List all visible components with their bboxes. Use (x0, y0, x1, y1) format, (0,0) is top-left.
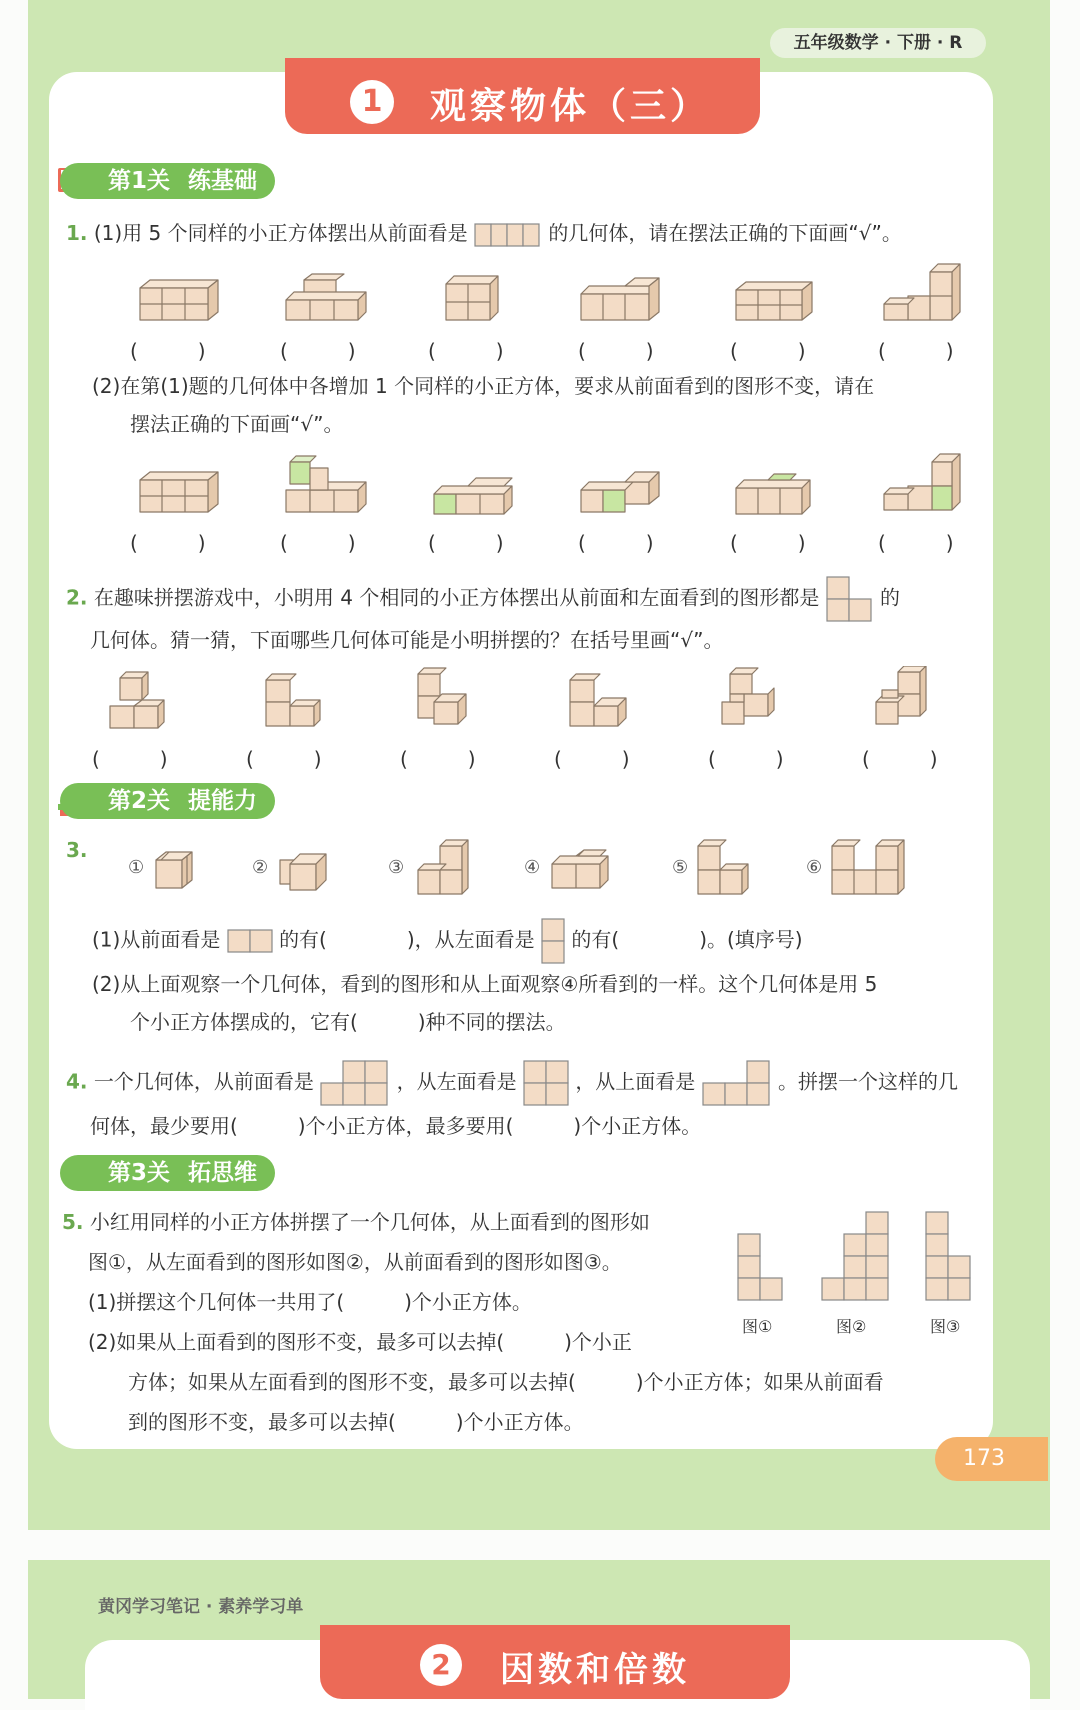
next-unit-number: 2 (420, 1644, 462, 1686)
q2-shape-2 (260, 672, 324, 732)
q2-line1-end: 的 (880, 585, 901, 610)
q3-part2-line2: 个小正方体摆成的，它有( )种不同的摆法。 (130, 1010, 566, 1034)
q3-shape-6 (828, 836, 912, 898)
q4-front-shape (320, 1060, 390, 1106)
page-number: 173 (935, 1437, 1048, 1481)
answer-blank[interactable]: ( ) (730, 339, 806, 363)
q3-label-5: ⑤ (672, 857, 689, 878)
section-1-name: 练基础 (188, 168, 258, 194)
answer-blank[interactable]: ( ) (280, 339, 356, 363)
q1b-shape-3 (428, 466, 524, 520)
q3-number-row (66, 836, 88, 864)
answer-blank[interactable]: ( ) (428, 531, 504, 555)
section-2-header (60, 783, 275, 819)
section-2-name: 提能力 (188, 788, 258, 814)
q2-shape-4 (566, 672, 638, 732)
answer-blank[interactable]: ( ) (130, 339, 206, 363)
q2-line2: 几何体。猜一猜，下面哪些几何体可能是小明拼摆的？在括号里画“√”。 (90, 628, 724, 652)
answer-blank[interactable]: ( ) (578, 339, 654, 363)
q3-label-3: ③ (388, 857, 405, 878)
q3-p1-c: 的有( )。(填序号) (571, 927, 803, 952)
answer-blank[interactable]: ( ) (280, 531, 356, 555)
answer-blank[interactable]: ( ) (400, 747, 476, 771)
q5-fig1-top-view (736, 1232, 786, 1304)
unit-title: 观察物体（三） (430, 86, 711, 127)
q3-shape-1 (152, 846, 200, 894)
answer-blank[interactable]: ( ) (862, 747, 938, 771)
q1-part1 (66, 219, 902, 247)
q3-label-2: ② (252, 857, 269, 878)
q1-shape-4 (575, 272, 675, 328)
q1b-shape-5 (728, 466, 824, 520)
q2-view-shape (826, 576, 874, 622)
q5-number: 5. (62, 1210, 84, 1234)
q3-part1 (92, 918, 803, 964)
q2-number: 2. (66, 585, 88, 610)
q1-number: 1. (66, 221, 88, 245)
section-2-label: 第2关 (108, 788, 171, 814)
section-3-header (60, 1155, 275, 1191)
answer-blank[interactable]: ( ) (708, 747, 784, 771)
front-view-4-squares (474, 223, 542, 247)
q3-label-1: ① (128, 857, 145, 878)
q1b-shape-1 (130, 470, 226, 520)
q3-part2-line1: (2)从上面观察一个几何体，看到的图形和从上面观察④所看到的一样。这个几何体是用 5 (92, 972, 878, 996)
q4-text-d: 。拼摆一个这样的几 (778, 1069, 959, 1094)
q5-fig1-label: 图① (742, 1317, 773, 1336)
q1b-shape-4 (575, 462, 675, 520)
next-unit-title: 因数和倍数 (500, 1650, 690, 1690)
q3-shape-2 (276, 846, 334, 894)
q3-shape-4 (548, 846, 614, 894)
q3-shape-3 (412, 836, 470, 898)
answer-blank[interactable]: ( ) (878, 531, 954, 555)
q1-shape-1 (130, 278, 226, 328)
q5-fig3-label: 图③ (930, 1317, 961, 1336)
q3-p1-b: 的有( )，从左面看是 (279, 927, 535, 952)
q2-shape-5 (718, 666, 782, 732)
q5-fig2-label: 图② (836, 1317, 867, 1336)
q3-shape-5 (694, 836, 754, 898)
q2-line1 (66, 576, 900, 622)
q1-p1-text-b: 的几何体，请在摆法正确的下面画“√”。 (548, 221, 902, 245)
q2-shape-6 (870, 666, 934, 732)
section-3-label: 第3关 (108, 1160, 171, 1186)
answer-blank[interactable]: ( ) (92, 747, 168, 771)
q1-part2-line1: (2)在第(1)题的几何体中各增加 1 个同样的小正方体，要求从前面看到的图形不变，请在 (92, 374, 875, 398)
answer-blank[interactable]: ( ) (554, 747, 630, 771)
q5-fig2-left-view (820, 1210, 892, 1304)
q1-shape-2 (280, 270, 376, 328)
q1-shape-6 (876, 262, 972, 328)
q4-top-shape (702, 1060, 772, 1106)
answer-blank[interactable]: ( ) (878, 339, 954, 363)
q5-text-6: 到的图形不变，最多可以去掉( )个小正方体。 (128, 1410, 584, 1434)
q3-front-shape (227, 929, 273, 953)
answer-blank[interactable]: ( ) (428, 339, 504, 363)
next-page-header: 黄冈学习笔记 · 素养学习单 (98, 1597, 304, 1617)
q4-text-a: 一个几何体，从前面看是 (93, 1069, 314, 1094)
q1b-shape-2 (280, 450, 376, 520)
q3-label-4: ④ (524, 857, 541, 878)
q2-line1-text: 在趣味拼摆游戏中，小明用 4 个相同的小正方体摆出从前面和左面看到的图形都是 (93, 585, 820, 610)
q1-shape-5 (728, 278, 824, 328)
q3-p1-a: (1)从前面看是 (92, 927, 221, 952)
q5-text-1: 小红用同样的小正方体拼摆了一个几何体，从上面看到的图形如 (89, 1210, 650, 1234)
section-1-header (60, 163, 275, 199)
q4-text-c: ，从上面看是 (575, 1069, 696, 1094)
q3-label-6: ⑥ (806, 857, 823, 878)
q3-number: 3. (66, 838, 88, 862)
q1-p1-text-a: (1)用 5 个同样的小正方体摆出从前面看是 (93, 221, 468, 245)
answer-blank[interactable]: ( ) (730, 531, 806, 555)
answer-blank[interactable]: ( ) (578, 531, 654, 555)
q2-shape-3 (414, 666, 478, 732)
q4-left-shape (523, 1060, 569, 1106)
answer-blank[interactable]: ( ) (130, 531, 206, 555)
q5-text-4: (2)如果从上面看到的图形不变，最多可以去掉( )个小正 (88, 1330, 632, 1354)
section-3-name: 拓思维 (188, 1160, 258, 1186)
section-1-label: 第1关 (108, 168, 171, 194)
q5-text-2: 图①，从左面看到的图形如图②，从前面看到的图形如图③。 (88, 1250, 622, 1274)
q1b-shape-6 (876, 452, 972, 520)
q5-text-3: (1)拼摆这个几何体一共用了( )个小正方体。 (88, 1290, 532, 1314)
q5-line1 (62, 1208, 650, 1236)
q2-shape-1 (106, 666, 170, 732)
q5-fig3-front-view (924, 1210, 974, 1304)
q1-part2-line2: 摆法正确的下面画“√”。 (130, 412, 344, 436)
grade-label: 五年级数学 · 下册 · R (770, 28, 986, 58)
q4-number: 4. (66, 1069, 88, 1094)
answer-blank[interactable]: ( ) (246, 747, 322, 771)
q3-left-shape (541, 918, 565, 964)
q4-text-b: ，从左面看是 (396, 1069, 517, 1094)
q4-line2: 何体，最少要用( )个小正方体，最多要用( )个小正方体。 (90, 1114, 702, 1138)
unit-number: 1 (350, 80, 394, 124)
q1-shape-3 (440, 270, 510, 328)
q5-text-5: 方体；如果从左面看到的图形不变，最多可以去掉( )个小正方体；如果从前面看 (128, 1370, 884, 1394)
q4-line1 (66, 1060, 958, 1106)
